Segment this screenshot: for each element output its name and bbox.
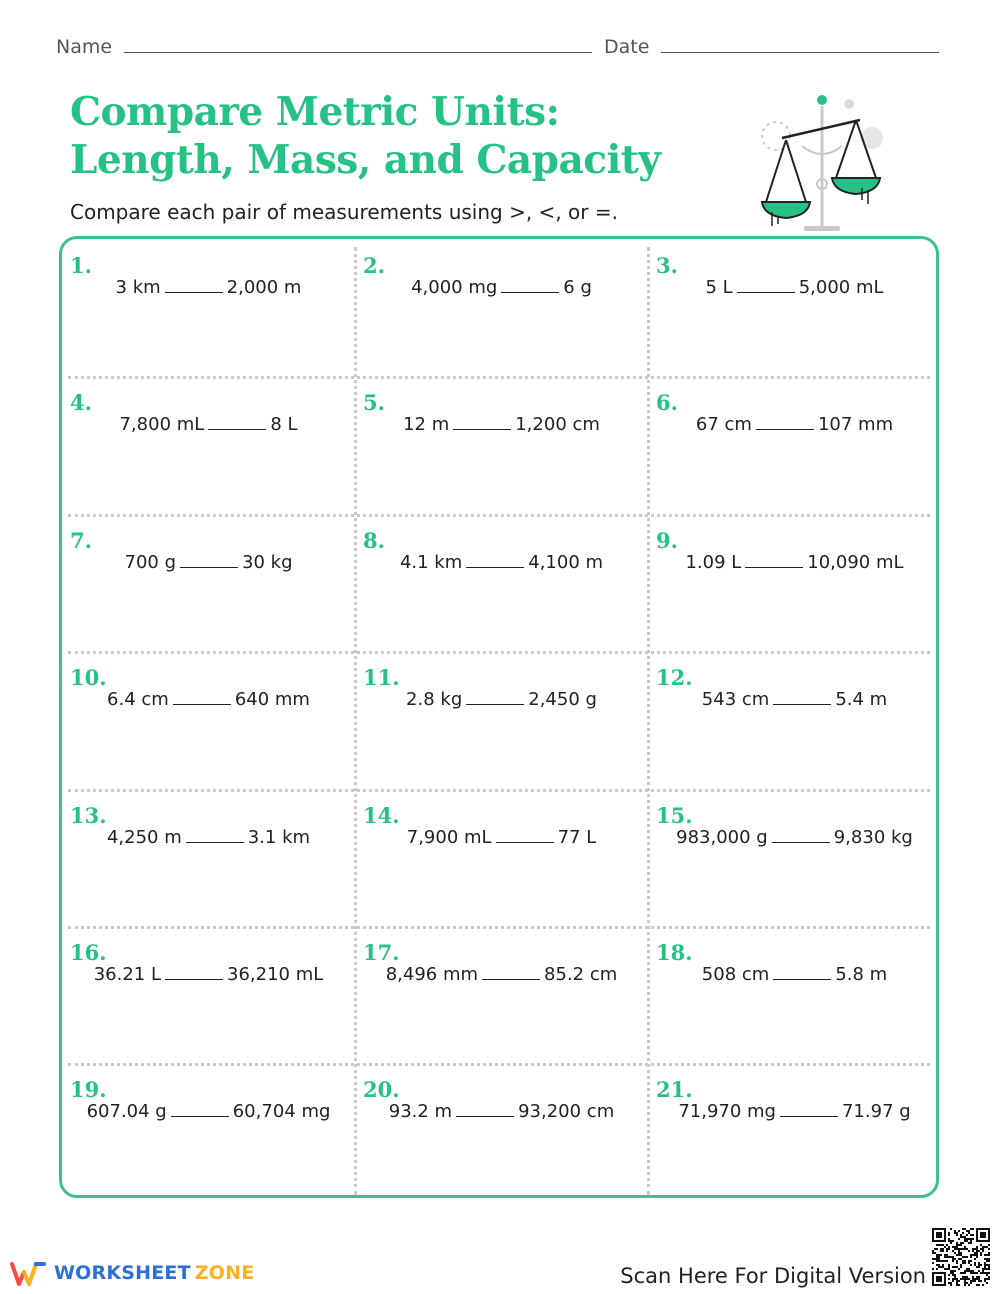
answer-blank[interactable] [453,415,511,430]
problem-cell [648,651,939,788]
left-measurement: 4,250 m [106,826,182,848]
problem-statement [355,827,648,848]
left-measurement: 67 cm [695,414,752,436]
problem-cell [648,789,939,926]
problem-number: 8. [363,527,385,553]
problem-number: 11. [363,665,400,691]
balance-scale-icon [752,92,892,242]
title-line-2: Length, Mass, and Capacity [70,137,661,183]
problem-number: 20. [363,1077,400,1103]
answer-blank[interactable] [208,415,266,430]
date-field[interactable] [604,36,939,58]
answer-blank[interactable] [745,553,803,568]
page-title [70,88,660,184]
left-measurement: 36.21 L [93,964,161,985]
problem-number: 6. [656,390,678,416]
problem-number: 16. [70,940,107,965]
left-measurement: 4.1 km [399,551,463,573]
left-measurement: 543 cm [701,689,770,711]
problem-statement [648,1101,939,1122]
problem-cell [62,651,355,788]
right-measurement: 77 L [557,826,597,848]
problem-cell [62,789,355,926]
problem-statement [62,414,355,435]
title-line-1: Compare Metric Units: [70,89,560,135]
right-measurement: 6 g [563,277,592,298]
problem-cell [355,239,648,376]
left-measurement: 5 L [705,277,733,298]
right-measurement: 9,830 kg [833,826,913,848]
brand-name-zone: ZONE [194,1262,255,1284]
right-measurement: 93,200 cm [518,1101,615,1123]
answer-blank[interactable] [165,278,223,293]
problem-number: 1. [70,253,92,278]
left-measurement: 700 g [124,551,177,573]
problem-statement [62,827,355,848]
problem-number: 18. [656,940,693,965]
problem-cell [355,376,648,513]
problem-number: 4. [70,390,92,416]
left-measurement: 3 km [115,277,161,298]
left-measurement: 508 cm [701,964,770,985]
problem-number: 12. [656,665,693,691]
problem-cell [355,514,648,651]
answer-blank[interactable] [780,1102,838,1117]
right-measurement: 640 mm [234,689,310,711]
problem-statement [648,964,939,985]
right-measurement: 5.4 m [835,689,888,711]
problem-number: 5. [363,390,385,416]
problem-statement [62,689,355,710]
problem-cell [62,376,355,513]
answer-blank[interactable] [165,965,223,980]
qr-code-icon[interactable] [932,1228,990,1286]
answer-blank[interactable] [456,1102,514,1117]
problem-cell [648,1063,939,1198]
problem-statement [62,552,355,573]
worksheetzone-logo-icon [10,1258,48,1288]
right-measurement: 30 kg [242,551,293,573]
left-measurement: 7,900 mL [406,826,492,848]
problem-number: 3. [656,253,678,278]
answer-blank[interactable] [466,553,524,568]
problem-cell [355,651,648,788]
problem-statement [648,277,939,298]
answer-blank[interactable] [773,965,831,980]
problem-statement [62,1101,355,1122]
left-measurement: 8,496 mm [385,964,479,985]
problem-statement [62,964,355,985]
left-measurement: 2.8 kg [406,689,463,711]
problem-number: 7. [70,527,92,553]
right-measurement: 85.2 cm [544,964,618,985]
problem-cell [648,514,939,651]
problem-statement [355,964,648,985]
answer-blank[interactable] [773,690,831,705]
date-label: Date [604,36,650,58]
problem-statement [62,277,355,298]
left-measurement: 1.09 L [685,551,742,573]
date-line[interactable] [661,38,939,53]
answer-blank[interactable] [186,828,244,843]
left-measurement: 12 m [403,414,450,436]
problem-cell [648,376,939,513]
problem-statement [648,552,939,573]
problem-number: 9. [656,527,678,553]
problem-cell [648,239,939,376]
left-measurement: 93.2 m [388,1101,453,1123]
scan-instruction: Scan Here For Digital Version [620,1264,926,1288]
problem-number: 15. [656,802,693,828]
worksheetzone-logo[interactable] [10,1258,254,1288]
problem-cell [62,514,355,651]
right-measurement: 71.97 g [841,1101,911,1123]
answer-blank[interactable] [482,965,540,980]
answer-blank[interactable] [180,553,238,568]
right-measurement: 10,090 mL [807,551,904,573]
problem-number: 10. [70,665,107,691]
right-measurement: 5.8 m [835,964,888,985]
answer-blank[interactable] [171,1102,229,1117]
name-field[interactable] [56,36,592,58]
left-measurement: 71,970 mg [678,1101,776,1123]
problem-cell [355,789,648,926]
problem-number: 19. [70,1077,107,1103]
answer-blank[interactable] [756,415,814,430]
answer-blank[interactable] [173,690,231,705]
instructions: Compare each pair of measurements using >, <, or =. [70,200,618,224]
problem-cell [648,926,939,1063]
problem-number: 17. [363,940,400,965]
problem-statement [355,689,648,710]
left-measurement: 4,000 mg [411,277,498,298]
brand-name-worksheet: WORKSHEET [54,1262,191,1284]
right-measurement: 2,000 m [226,277,302,298]
answer-blank[interactable] [737,278,795,293]
problem-statement [648,689,939,710]
answer-blank[interactable] [496,828,554,843]
left-measurement: 6.4 cm [107,689,169,711]
problem-number: 14. [363,802,400,828]
right-measurement: 2,450 g [528,689,597,711]
right-measurement: 4,100 m [528,551,604,573]
problems-grid [59,236,939,1198]
right-measurement: 1,200 cm [515,414,600,436]
problem-statement [648,414,939,435]
problem-cell [355,1063,648,1198]
problem-cell [355,926,648,1063]
answer-blank[interactable] [466,690,524,705]
problem-statement [355,277,648,298]
problem-statement [355,552,648,573]
name-line[interactable] [124,38,592,53]
problem-number: 2. [363,253,385,278]
problem-cell [62,1063,355,1198]
name-label: Name [56,36,113,58]
right-measurement: 5,000 mL [798,277,884,298]
problem-statement [355,414,648,435]
right-measurement: 3.1 km [247,826,311,848]
right-measurement: 8 L [270,414,298,436]
problem-number: 21. [656,1077,693,1103]
left-measurement: 983,000 g [676,826,768,848]
problem-cell [62,239,355,376]
problem-statement [648,827,939,848]
answer-blank[interactable] [772,828,830,843]
problem-statement [355,1101,648,1122]
left-measurement: 7,800 mL [119,414,205,436]
answer-blank[interactable] [501,278,559,293]
left-measurement: 607.04 g [86,1101,167,1123]
right-measurement: 36,210 mL [227,964,324,985]
right-measurement: 60,704 mg [232,1101,331,1123]
right-measurement: 107 mm [817,414,894,436]
problem-number: 13. [70,802,107,828]
problem-cell [62,926,355,1063]
